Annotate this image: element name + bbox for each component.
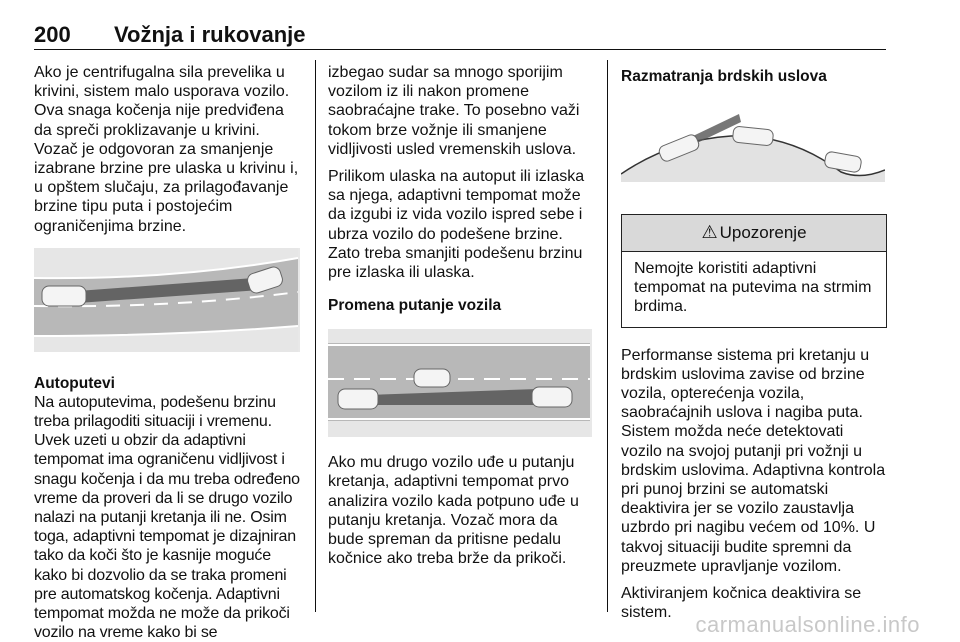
warning-title: Upozorenje: [719, 223, 807, 243]
hill-graphic: [621, 100, 885, 182]
curve-road-graphic: [34, 248, 298, 352]
paragraph: izbegao sudar sa mnogo sporijim vozilom iz ili nakon promene saobraćajne trake. To posebno važi tokom brze vožnje ili smanjene vidljivosti usled vremenskih uslova.: [328, 64, 580, 158]
page-number: 200: [34, 22, 71, 47]
header-rule: [34, 49, 886, 50]
warning-header: [622, 215, 886, 252]
column-divider-2: [607, 60, 608, 612]
curve-illustration: [34, 248, 300, 352]
paragraph: Performanse sistema pri kretanju u brdskim uslovima zavise od brzine vozila, opterećenja vozila, saobraćajnih uslova i nagiba puta. Sistem možda neće detektovati vozilo na svojoj putanji pri vožnji u brdskim uslovima. Adaptivna kontrola pri punoj brzini se automatski deaktivira jer se vozilo zaustavlja uzbrdo pri nagibu većem od 10%. U takvoj situaciji budite spremni da preuzmete upravljanje vozilom.: [621, 346, 886, 575]
lane-change-illustration: [328, 329, 592, 437]
warning-triangle-icon: ⚠: [701, 222, 718, 243]
column-3: [621, 63, 887, 622]
column-1: [34, 63, 300, 642]
column-divider-1: [315, 60, 316, 612]
paragraph: Ako je centrifugalna sila prevelika u krivini, sistem malo usporava vozilo. Ova snaga kočenja nije predviđena da spreči proklizavanje u krivini. Vozač je odgovoran za smanjenje izabrane brzine pre ulaska u krivinu i, u opštem slučaju, za prilagođavanje brzine tipu puta i postojećim ograničenjima brzine.: [34, 64, 299, 235]
column-2: [328, 63, 592, 568]
section-heading: Promena putanje vozila: [328, 297, 502, 315]
lane-change-graphic: [328, 329, 590, 437]
paragraph: Aktiviranjem kočnica deaktivira se sistem.: [621, 585, 862, 622]
section-title: Vožnja i rukovanje: [114, 22, 306, 47]
paragraph: Na autoputevima, podešenu brzinu treba prilagoditi situaciji i vremenu. Uvek uzeti u obzir da adaptivni tempomat ima ograničenu vidljivost i snagu kočenja i da mu treba određeno vreme da proveri da li se drugo vozilo nalazi na putanji kretanja ili ne. Osim toga, adaptivni tempomat je dizajniran tako da koči što je kasnije moguće kako bi dozvolio da se traka promeni pre automatskog kočenja. Adaptivni tempomat možda ne može da prikoči vozilo na vreme kako bi se: [34, 393, 300, 642]
warning-body: Nemojte koristiti adaptivni tempomat na putevima na strmim brdima.: [634, 260, 872, 316]
warning-box: [621, 214, 887, 328]
hill-illustration: [621, 100, 887, 182]
paragraph: Ako mu drugo vozilo uđe u putanju kretanja, adaptivni tempomat prvo analizira vozilo kada potpuno uđe u putanju kretanja. Vozač mora da bude spreman da pritisne pedalu kočnice ako treba brže da prikoči.: [328, 454, 579, 568]
section-heading: Autoputevi: [34, 374, 115, 392]
section-heading: Razmatranja brdskih uslova: [621, 68, 827, 85]
watermark: carmanualsonline.info: [695, 612, 920, 637]
paragraph: Prilikom ulaska na autoput ili izlaska sa njega, adaptivni tempomat može da izgubi iz vida vozilo ispred sebe i ubrza vozilo do podešene brzine. Zato treba smanjiti podešenu brzinu pre izlaska ili ulaska.: [328, 168, 585, 282]
